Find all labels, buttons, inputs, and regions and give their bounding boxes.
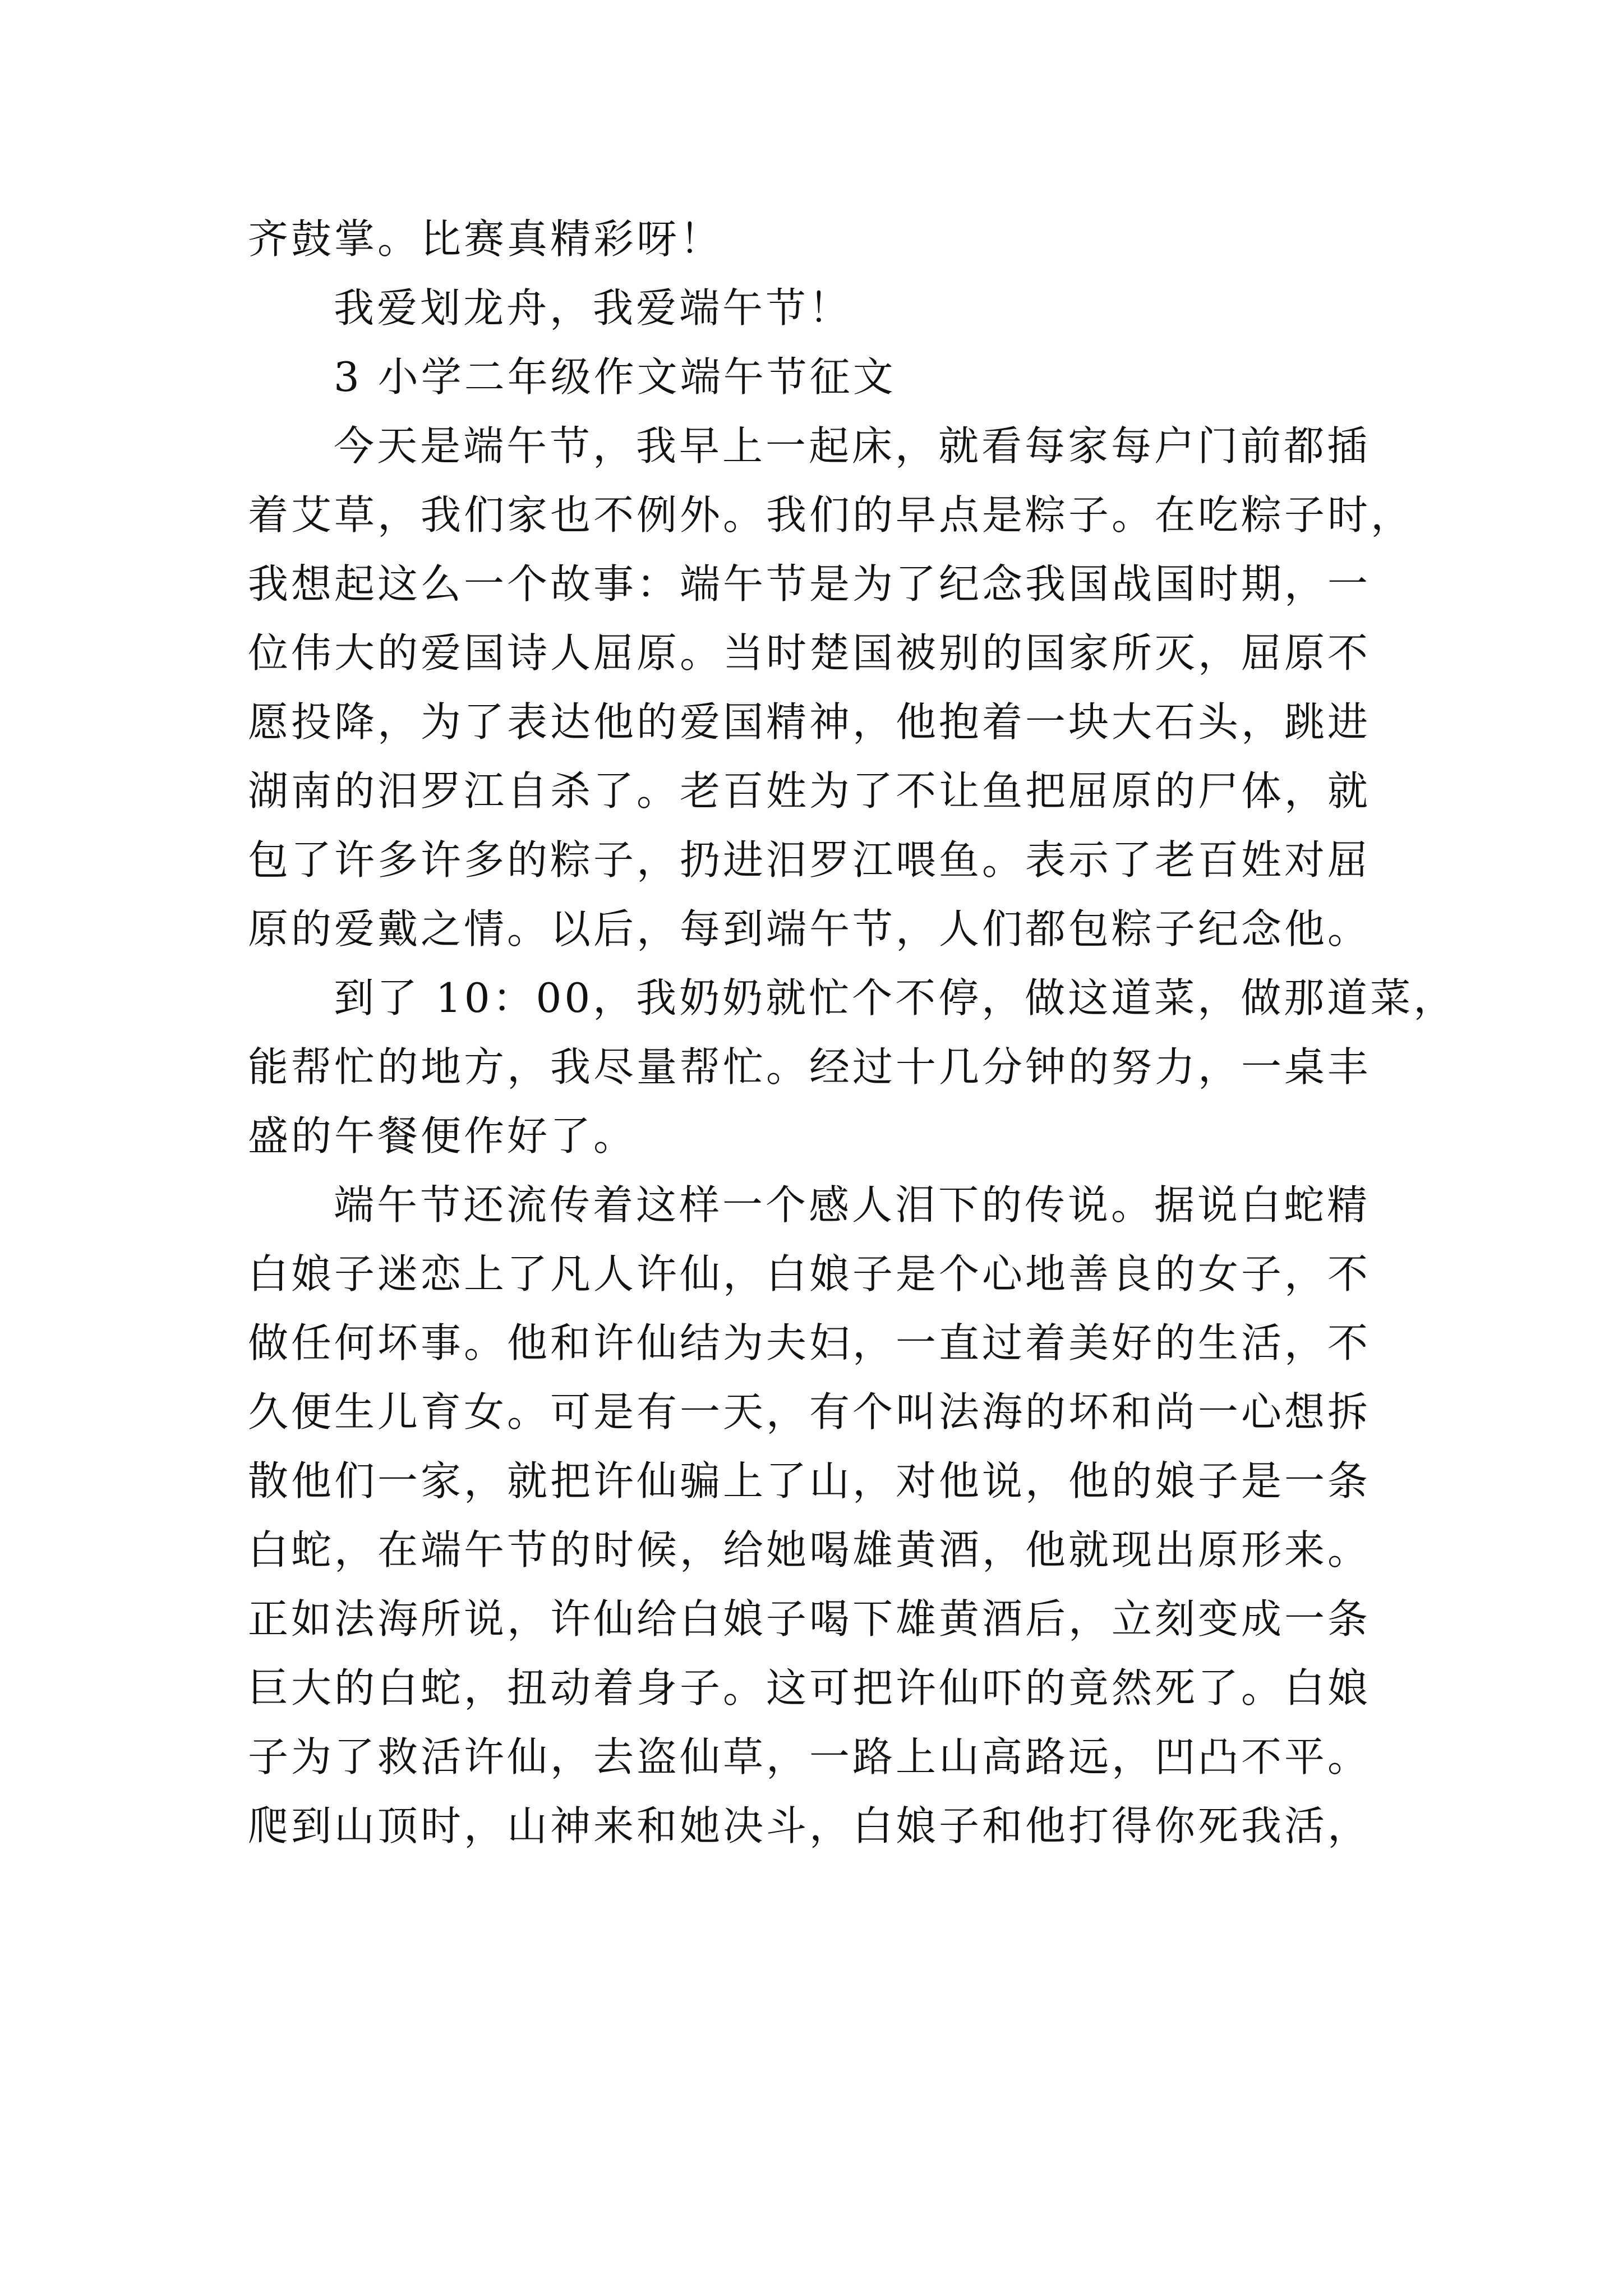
text-line: 久便生儿育女。可是有一天，有个叫法海的坏和尚一心想拆 — [248, 1388, 1371, 1435]
text-line: 原的爱戴之情。以后，每到端午节，人们都包粽子纪念他。 — [248, 905, 1371, 953]
essay-body — [248, 205, 1457, 1861]
text-line: 我想起这么一个故事：端午节是为了纪念我国战国时期，一 — [248, 560, 1371, 608]
text-line: 正如法海所说，许仙给白娘子喝下雄黄酒后，立刻变成一条 — [248, 1595, 1371, 1642]
text-line: 散他们一家，就把许仙骗上了山，对他说，他的娘子是一条 — [248, 1457, 1371, 1504]
text-line: 盛的午餐便作好了。 — [248, 1112, 637, 1159]
text-line: 3 小学二年级作文端午节征文 — [334, 353, 896, 401]
text-line: 齐鼓掌。比赛真精彩呀！ — [248, 215, 723, 263]
text-line: 白娘子迷恋上了凡人许仙，白娘子是个心地善良的女子，不 — [248, 1250, 1371, 1297]
text-line: 我爱划龙舟，我爱端午节！ — [334, 284, 852, 332]
text-line: 端午节还流传着这样一个感人泪下的传说。据说白蛇精 — [334, 1181, 1371, 1228]
text-line: 子为了救活许仙，去盗仙草，一路上山高路远，凹凸不平。 — [248, 1733, 1371, 1780]
text-line: 今天是端午节，我早上一起床，就看每家每户门前都插 — [334, 422, 1371, 470]
text-line: 做任何坏事。他和许仙结为夫妇，一直过着美好的生活，不 — [248, 1319, 1371, 1366]
text-line: 着艾草，我们家也不例外。我们的早点是粽子。在吃粽子时， — [248, 491, 1414, 539]
text-line: 能帮忙的地方，我尽量帮忙。经过十几分钟的努力，一桌丰 — [248, 1043, 1371, 1091]
text-line: 到了 10：00，我奶奶就忙个不停，做这道菜，做那道菜， — [334, 974, 1457, 1022]
text-line: 白蛇，在端午节的时候，给她喝雄黄酒，他就现出原形来。 — [248, 1526, 1371, 1573]
text-line: 位伟大的爱国诗人屈原。当时楚国被别的国家所灭，屈原不 — [248, 629, 1371, 677]
text-line: 爬到山顶时，山神来和她决斗，白娘子和他打得你死我活， — [248, 1802, 1371, 1849]
text-line: 愿投降，为了表达他的爱国精神，他抱着一块大石头，跳进 — [248, 698, 1371, 746]
text-line: 巨大的白蛇，扭动着身子。这可把许仙吓的竟然死了。白娘 — [248, 1664, 1371, 1711]
text-line: 包了许多许多的粽子，扔进汨罗江喂鱼。表示了老百姓对屈 — [248, 836, 1371, 884]
text-line: 湖南的汨罗江自杀了。老百姓为了不让鱼把屈原的尸体，就 — [248, 767, 1371, 815]
